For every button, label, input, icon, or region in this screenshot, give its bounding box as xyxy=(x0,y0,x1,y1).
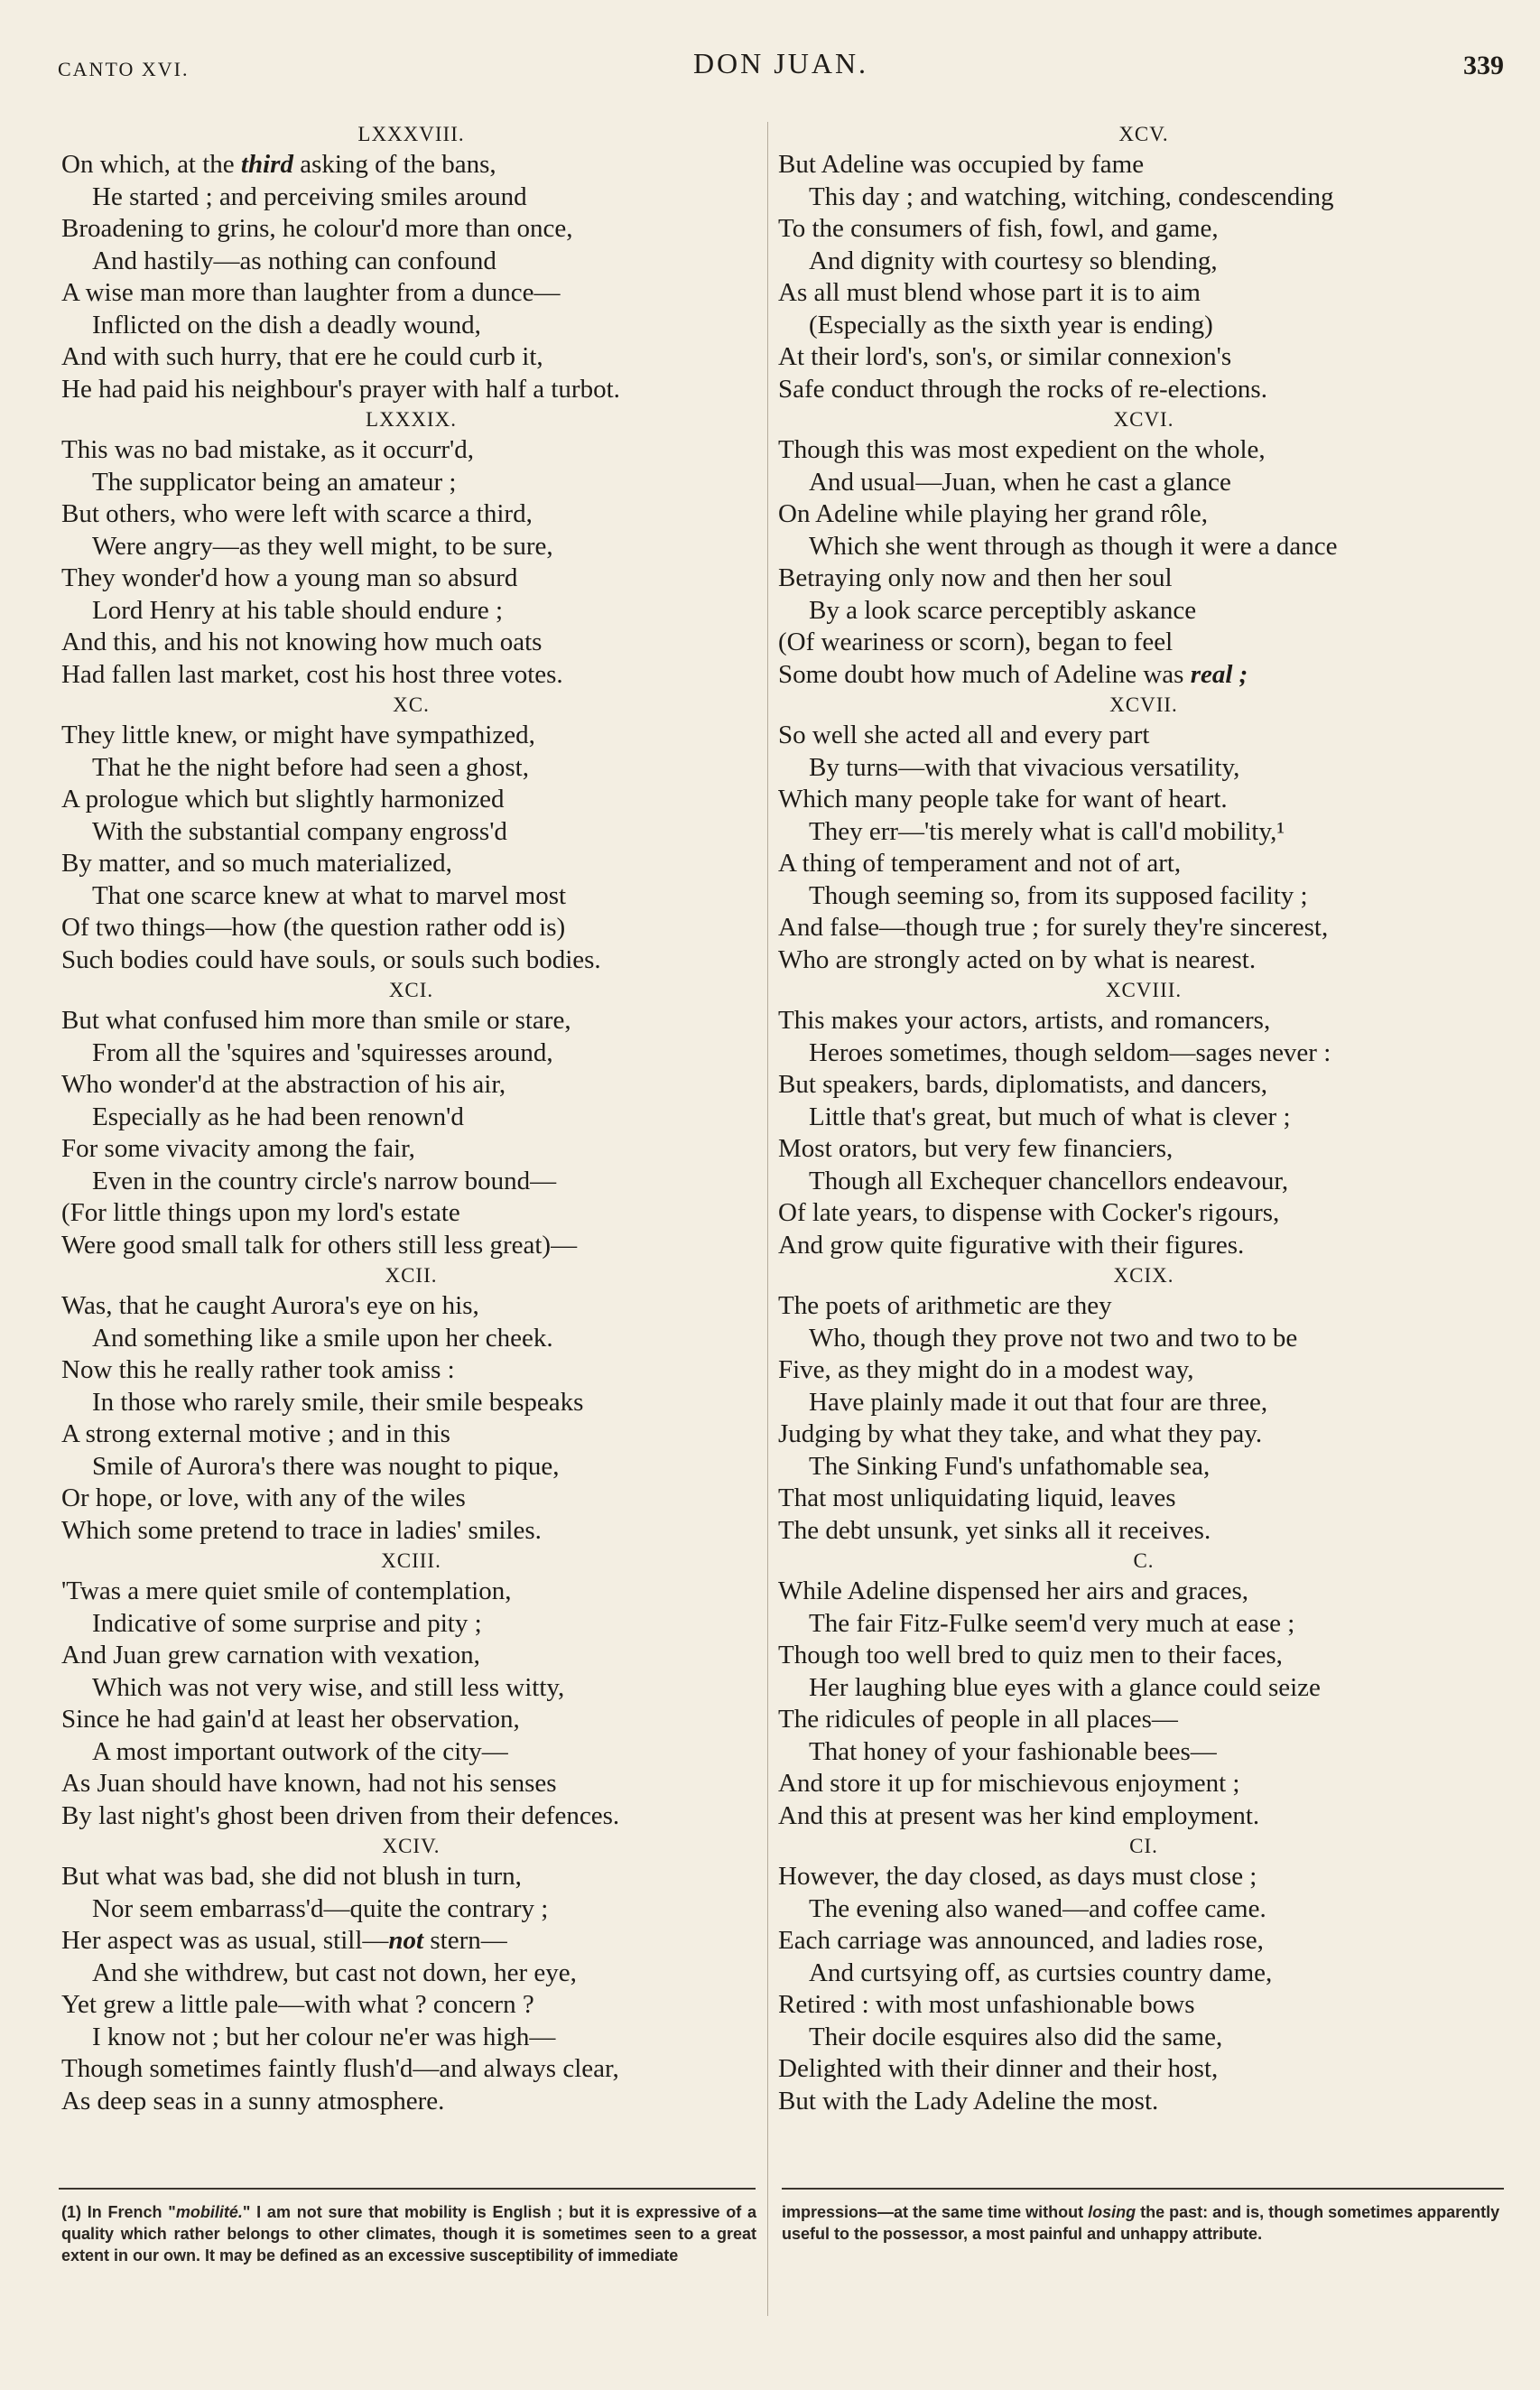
verse-line: Safe conduct through the rocks of re-elections. xyxy=(778,374,1267,404)
stanza-number: XC. xyxy=(393,693,430,716)
verse-line: But with the Lady Adeline the most. xyxy=(778,2086,1159,2116)
footnote-rule-left xyxy=(59,2188,756,2190)
verse-line: A thing of temperament and not of art, xyxy=(778,849,1182,878)
verse-line: The debt unsunk, yet sinks all it receives. xyxy=(778,1515,1211,1545)
verse-line: The poets of arithmetic are they xyxy=(778,1291,1112,1320)
verse-line: Betraying only now and then her soul xyxy=(778,563,1173,592)
verse-line: In those who rarely smile, their smile bespeaks xyxy=(92,1387,584,1417)
footnote-right: impressions—at the same time without losing the past: and is, though sometimes apparently useful to the possessor, a most painful and unhappy attribute. xyxy=(782,2203,1500,2243)
verse-line: Of late years, to dispense with Cocker's rigours, xyxy=(778,1198,1280,1227)
verse-line: Inflicted on the dish a deadly wound, xyxy=(92,310,481,339)
stanza-number: C. xyxy=(1133,1549,1155,1572)
stanza-number: XCV. xyxy=(1118,123,1169,145)
verse-line: Little that's great, but much of what is clever ; xyxy=(809,1102,1291,1131)
verse-line: (For little things upon my lord's estate xyxy=(61,1198,460,1227)
verse-line: And hastily—as nothing can confound xyxy=(92,246,496,275)
verse-line: Since he had gain'd at least her observation, xyxy=(61,1705,520,1734)
verse-line: And usual—Juan, when he cast a glance xyxy=(809,467,1231,497)
verse-line: The ridicules of people in all places— xyxy=(778,1705,1178,1734)
page-number: 339 xyxy=(1463,51,1504,80)
verse-line: As Juan should have known, had not his senses xyxy=(61,1769,557,1798)
verse-line: Nor seem embarrass'd—quite the contrary ; xyxy=(92,1893,549,1923)
verse-line: Five, as they might do in a modest way, xyxy=(778,1355,1194,1384)
verse-line: And Juan grew carnation with vexation, xyxy=(61,1641,480,1669)
verse-line: That most unliquidating liquid, leaves xyxy=(778,1483,1176,1512)
verse-line: And store it up for mischievous enjoyment ; xyxy=(778,1769,1240,1798)
verse-line: Such bodies could have souls, or souls such bodies. xyxy=(61,944,601,974)
book-title: DON JUAN. xyxy=(692,47,869,79)
stanza-number: XCIV. xyxy=(382,1835,441,1857)
verse-line: By last night's ghost been driven from their defences. xyxy=(61,1800,620,1830)
verse-line: This makes your actors, artists, and romancers, xyxy=(778,1006,1271,1035)
verse-line: On Adeline while playing her grand rôle, xyxy=(778,499,1208,528)
stanza-number: XCII. xyxy=(385,1264,438,1287)
verse-line: Their docile esquires also did the same, xyxy=(809,2022,1223,2051)
stanza-number: XCVIII. xyxy=(1105,979,1183,1001)
verse-line: Though sometimes faintly flush'd—and always clear, xyxy=(61,2054,619,2083)
verse-line: Which some pretend to trace in ladies' smiles. xyxy=(61,1515,542,1545)
verse-line: From all the 'squires and 'squiresses around, xyxy=(92,1037,553,1067)
verse-line: And grow quite figurative with their figures. xyxy=(778,1230,1245,1260)
column-divider xyxy=(767,122,768,2316)
verse-line: And false—though true ; for surely they're sincerest, xyxy=(778,913,1329,942)
verse-line: That one scarce knew at what to marvel most xyxy=(92,880,567,910)
verse-line: Have plainly made it out that four are three, xyxy=(809,1387,1268,1417)
verse-line: Judging by what they take, and what they pay. xyxy=(778,1419,1263,1448)
verse-line: Of two things—how (the question rather odd is) xyxy=(61,913,566,942)
verse-line: However, the day closed, as days must close ; xyxy=(778,1862,1257,1891)
verse-line: Which was not very wise, and still less witty, xyxy=(92,1672,565,1702)
verse-line: Heroes sometimes, though seldom—sages never : xyxy=(809,1037,1331,1067)
verse-line: To the consumers of fish, fowl, and game, xyxy=(778,214,1219,243)
verse-line: And curtsying off, as curtsies country dame, xyxy=(809,1958,1273,1987)
verse-line: Though this was most expedient on the whole, xyxy=(778,435,1266,464)
verse-line: They little knew, or might have sympathized, xyxy=(61,721,535,749)
verse-line: A wise man more than laughter from a dunce— xyxy=(61,278,561,307)
verse-line: He started ; and perceiving smiles around xyxy=(92,181,527,211)
verse-line: Broadening to grins, he colour'd more than once, xyxy=(61,214,573,243)
running-head xyxy=(58,47,1504,83)
stanza-number: XCIX. xyxy=(1113,1264,1174,1287)
footnote-left: (1) In French "mobilité." I am not sure that mobility is English ; but it is expressive of a quality which rather belongs to other climates, though it is sometimes seen to a great extent in our own. It may be defined as an excessive susceptibility of immediate xyxy=(61,2203,756,2264)
verse-line: So well she acted all and every part xyxy=(778,721,1150,749)
verse-line: For some vivacity among the fair, xyxy=(61,1134,415,1163)
verse-line: A strong external motive ; and in this xyxy=(61,1419,450,1448)
verse-line: But speakers, bards, diplomatists, and dancers, xyxy=(778,1070,1268,1099)
verse-line: But others, who were left with scarce a third, xyxy=(61,499,533,528)
verse-line: (Especially as the sixth year is ending) xyxy=(809,310,1213,339)
verse-line: Had fallen last market, cost his host three votes. xyxy=(61,659,563,689)
verse-line: As deep seas in a sunny atmosphere. xyxy=(61,2086,445,2116)
verse-line: Which she went through as though it were a dance xyxy=(809,531,1338,561)
verse-line: The supplicator being an amateur ; xyxy=(92,467,457,497)
verse-line: Delighted with their dinner and their host, xyxy=(778,2054,1219,2083)
verse-line: By turns—with that vivacious versatility, xyxy=(809,752,1240,782)
verse-line: A prologue which but slightly harmonized xyxy=(61,785,505,814)
verse-line: That he the night before had seen a ghost, xyxy=(92,752,529,782)
stanza-number: XCVII. xyxy=(1109,693,1178,716)
stanza-number: LXXXIX. xyxy=(366,408,457,431)
verse-line: The Sinking Fund's unfathomable sea, xyxy=(809,1451,1211,1481)
verse-line: Some doubt how much of Adeline was real ; xyxy=(778,659,1248,689)
verse-line: And she withdrew, but cast not down, her eye, xyxy=(92,1958,577,1987)
verse-line: Each carriage was announced, and ladies rose, xyxy=(778,1926,1264,1955)
verse-line: At their lord's, son's, or similar connexion's xyxy=(778,342,1232,371)
verse-line: On which, at the third asking of the bans, xyxy=(61,150,496,179)
verse-line: Were angry—as they well might, to be sure, xyxy=(92,531,553,561)
stanza-number: LXXXVIII. xyxy=(357,123,465,145)
verse-line: But what was bad, she did not blush in turn, xyxy=(61,1862,522,1891)
verse-line: And this, and his not knowing how much oats xyxy=(61,628,543,656)
verse-line: Yet grew a little pale—with what ? concern ? xyxy=(61,1990,534,2019)
footnote-rule-right xyxy=(782,2188,1504,2190)
verse-line: Her laughing blue eyes with a glance could seize xyxy=(809,1672,1321,1702)
verse-line: Who wonder'd at the abstraction of his air, xyxy=(61,1070,506,1099)
verse-line: With the substantial company engross'd xyxy=(92,816,507,846)
verse-line: Who, though they prove not two and two to be xyxy=(809,1323,1298,1353)
verse-line: Though seeming so, from its supposed facility ; xyxy=(809,880,1308,910)
verse-line: But Adeline was occupied by fame xyxy=(778,150,1145,179)
verse-line: Were good small talk for others still less great)— xyxy=(61,1230,578,1260)
verse-line: The evening also waned—and coffee came. xyxy=(809,1893,1266,1923)
verse-line: While Adeline dispensed her airs and graces, xyxy=(778,1576,1249,1605)
verse-line: Even in the country circle's narrow bound— xyxy=(92,1166,557,1195)
verse-line: But what confused him more than smile or stare, xyxy=(61,1006,571,1035)
right-column xyxy=(778,120,1509,2117)
stanza-number: XCI. xyxy=(388,979,434,1001)
verse-line: Retired : with most unfashionable bows xyxy=(778,1990,1195,2019)
verse-line: They err—'tis merely what is call'd mobility,¹ xyxy=(809,816,1285,846)
verse-line: 'Twas a mere quiet smile of contemplation, xyxy=(61,1576,512,1605)
verse-line: Most orators, but very few financiers, xyxy=(778,1134,1174,1163)
verse-line: Who are strongly acted on by what is nearest. xyxy=(778,944,1257,974)
verse-line: Was, that he caught Aurora's eye on his, xyxy=(61,1291,479,1320)
stanza-number: CI. xyxy=(1129,1835,1158,1857)
verse-line: Indicative of some surprise and pity ; xyxy=(92,1608,482,1638)
verse-line: He had paid his neighbour's prayer with half a turbot. xyxy=(61,374,620,404)
verse-line: I know not ; but her colour ne'er was high— xyxy=(92,2022,556,2051)
verse-line: By a look scarce perceptibly askance xyxy=(809,595,1197,625)
stanza-number: XCIII. xyxy=(381,1549,441,1572)
verse-line: They wonder'd how a young man so absurd xyxy=(61,563,518,592)
verse-line: As all must blend whose part it is to aim xyxy=(778,278,1201,307)
verse-line: Smile of Aurora's there was nought to pique, xyxy=(92,1451,560,1481)
verse-line: Now this he really rather took amiss : xyxy=(61,1355,455,1384)
left-column xyxy=(61,120,761,2117)
stanza-number: XCVI. xyxy=(1113,408,1174,431)
verse-line: That honey of your fashionable bees— xyxy=(809,1736,1217,1766)
verse-line: Her aspect was as usual, still—not stern— xyxy=(61,1926,507,1955)
verse-line: Or hope, or love, with any of the wiles xyxy=(61,1483,466,1512)
verse-line: Especially as he had been renown'd xyxy=(92,1102,464,1131)
verse-line: And this at present was her kind employment. xyxy=(778,1800,1260,1830)
verse-line: This was no bad mistake, as it occurr'd, xyxy=(61,435,475,464)
verse-line: By matter, and so much materialized, xyxy=(61,849,452,878)
verse-line: The fair Fitz-Fulke seem'd very much at ease ; xyxy=(809,1608,1295,1638)
verse-line: A most important outwork of the city— xyxy=(92,1736,508,1766)
verse-line: And dignity with courtesy so blending, xyxy=(809,246,1218,275)
canto-label: CANTO XVI. xyxy=(58,58,190,80)
verse-line: Though all Exchequer chancellors endeavour, xyxy=(809,1166,1289,1195)
verse-line: (Of weariness or scorn), began to feel xyxy=(778,628,1174,656)
verse-line: Though too well bred to quiz men to their faces, xyxy=(778,1641,1283,1669)
verse-line: This day ; and watching, witching, condescending xyxy=(809,181,1334,211)
verse-line: Lord Henry at his table should endure ; xyxy=(92,595,504,625)
verse-line: And with such hurry, that ere he could curb it, xyxy=(61,342,543,371)
verse-line: And something like a smile upon her cheek. xyxy=(92,1323,553,1353)
verse-line: Which many people take for want of heart. xyxy=(778,785,1228,814)
